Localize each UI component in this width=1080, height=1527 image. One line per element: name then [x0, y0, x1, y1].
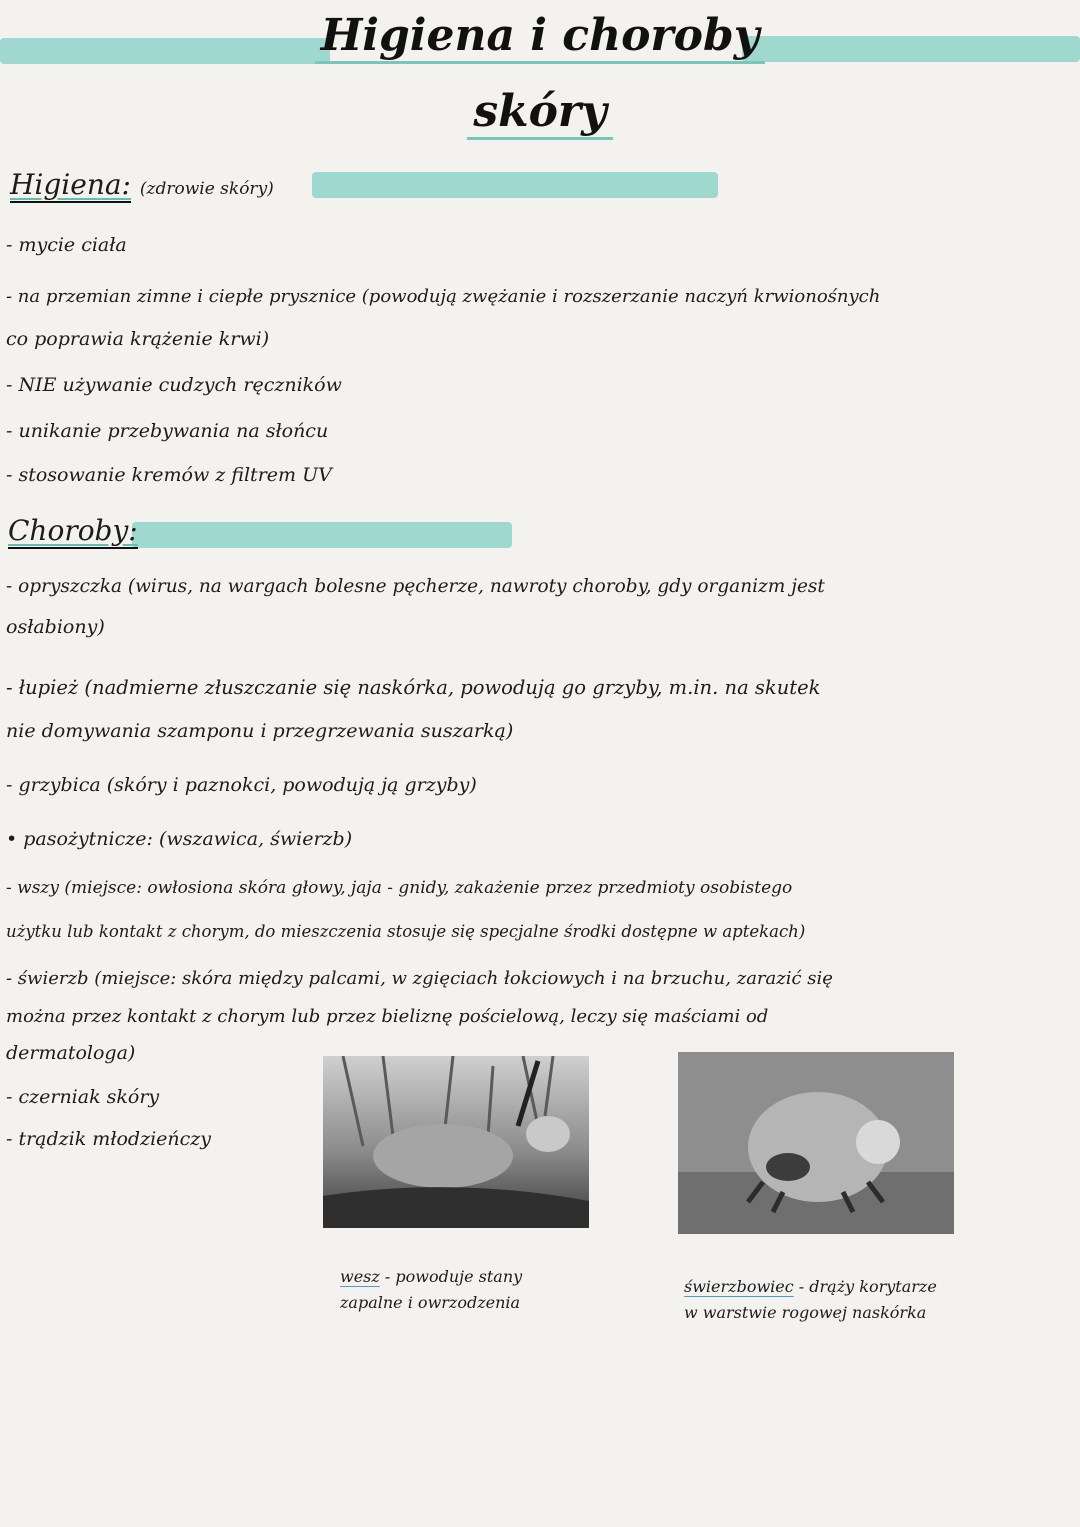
choroby-line: - czerniak skóry [6, 1086, 160, 1108]
higiena-item: - mycie ciała [6, 234, 127, 256]
page-title-line-2 [0, 86, 1080, 137]
mite-caption [684, 1274, 937, 1326]
choroby-line: dermatologa) [6, 1042, 136, 1064]
higiena-item: - stosowanie kremów z filtrem UV [6, 464, 332, 486]
page-title [0, 10, 1080, 61]
choroby-line: nie domywania szamponu i przegrzewania suszarką) [6, 720, 514, 742]
choroby-line: osłabiony) [6, 616, 105, 638]
choroby-line: - opryszczka (wirus, na wargach bolesne pęcherze, nawroty choroby, gdy organizm jest [6, 576, 825, 597]
choroby-line: - świerzb (miejsce: skóra między palcami, w zgięciach łokciowych i na brzuchu, zarazić się [6, 968, 833, 989]
higiena-note: (zdrowie skóry) [139, 179, 274, 199]
higiena-heading-text: Higiena: [10, 168, 131, 201]
mite-image [678, 1052, 954, 1234]
louse-caption-line-1: wesz - powoduje stany [340, 1267, 523, 1286]
higiena-heading [10, 168, 274, 201]
choroby-line: użytku lub kontakt z chorym, do mieszczenia stosuje się specjalne środki dostępne w aptekach) [6, 922, 806, 941]
choroby-line: • pasożytnicze: (wszawica, świerzb) [6, 828, 353, 850]
mite-caption-line-2: w warstwie rogowej naskórka [684, 1303, 927, 1322]
louse-term: wesz [340, 1267, 380, 1286]
choroby-line: - grzybica (skóry i paznokci, powodują ją grzyby) [6, 774, 477, 796]
title-line-2: skóry [467, 86, 612, 140]
higiena-highlight [312, 172, 718, 198]
choroby-heading-text: Choroby: [8, 514, 138, 547]
choroby-line: można przez kontakt z chorym lub przez bieliznę pościelową, leczy się maściami od [6, 1006, 769, 1027]
louse-caption-line-2: zapalne i owrzodzenia [340, 1293, 521, 1312]
higiena-item: - NIE używanie cudzych ręczników [6, 374, 342, 396]
higiena-item: - unikanie przebywania na słońcu [6, 420, 329, 442]
mite-caption-line-1: świerzbowiec - drąży korytarze [684, 1277, 937, 1296]
mite-term: świerzbowiec [684, 1277, 794, 1296]
choroby-line: - wszy (miejsce: owłosiona skóra głowy, jaja - gnidy, zakażenie przez przedmioty osobistego [6, 878, 793, 898]
choroby-line: - łupież (nadmierne złuszczanie się naskórka, powodują go grzyby, m.in. na skutek [6, 676, 821, 699]
mite-photo [678, 1052, 954, 1234]
choroby-highlight [132, 522, 512, 548]
higiena-item: - na przemian zimne i ciepłe prysznice (powodują zwężanie i rozszerzanie naczyń krwionośnych [6, 286, 881, 307]
louse-image [323, 1056, 589, 1228]
louse-caption [340, 1264, 522, 1316]
higiena-item: co poprawia krążenie krwi) [6, 328, 270, 350]
choroby-heading [8, 514, 138, 547]
choroby-line: - trądzik młodzieńczy [6, 1128, 212, 1150]
title-line-1: Higiena i choroby [315, 10, 766, 64]
louse-photo [323, 1056, 589, 1228]
